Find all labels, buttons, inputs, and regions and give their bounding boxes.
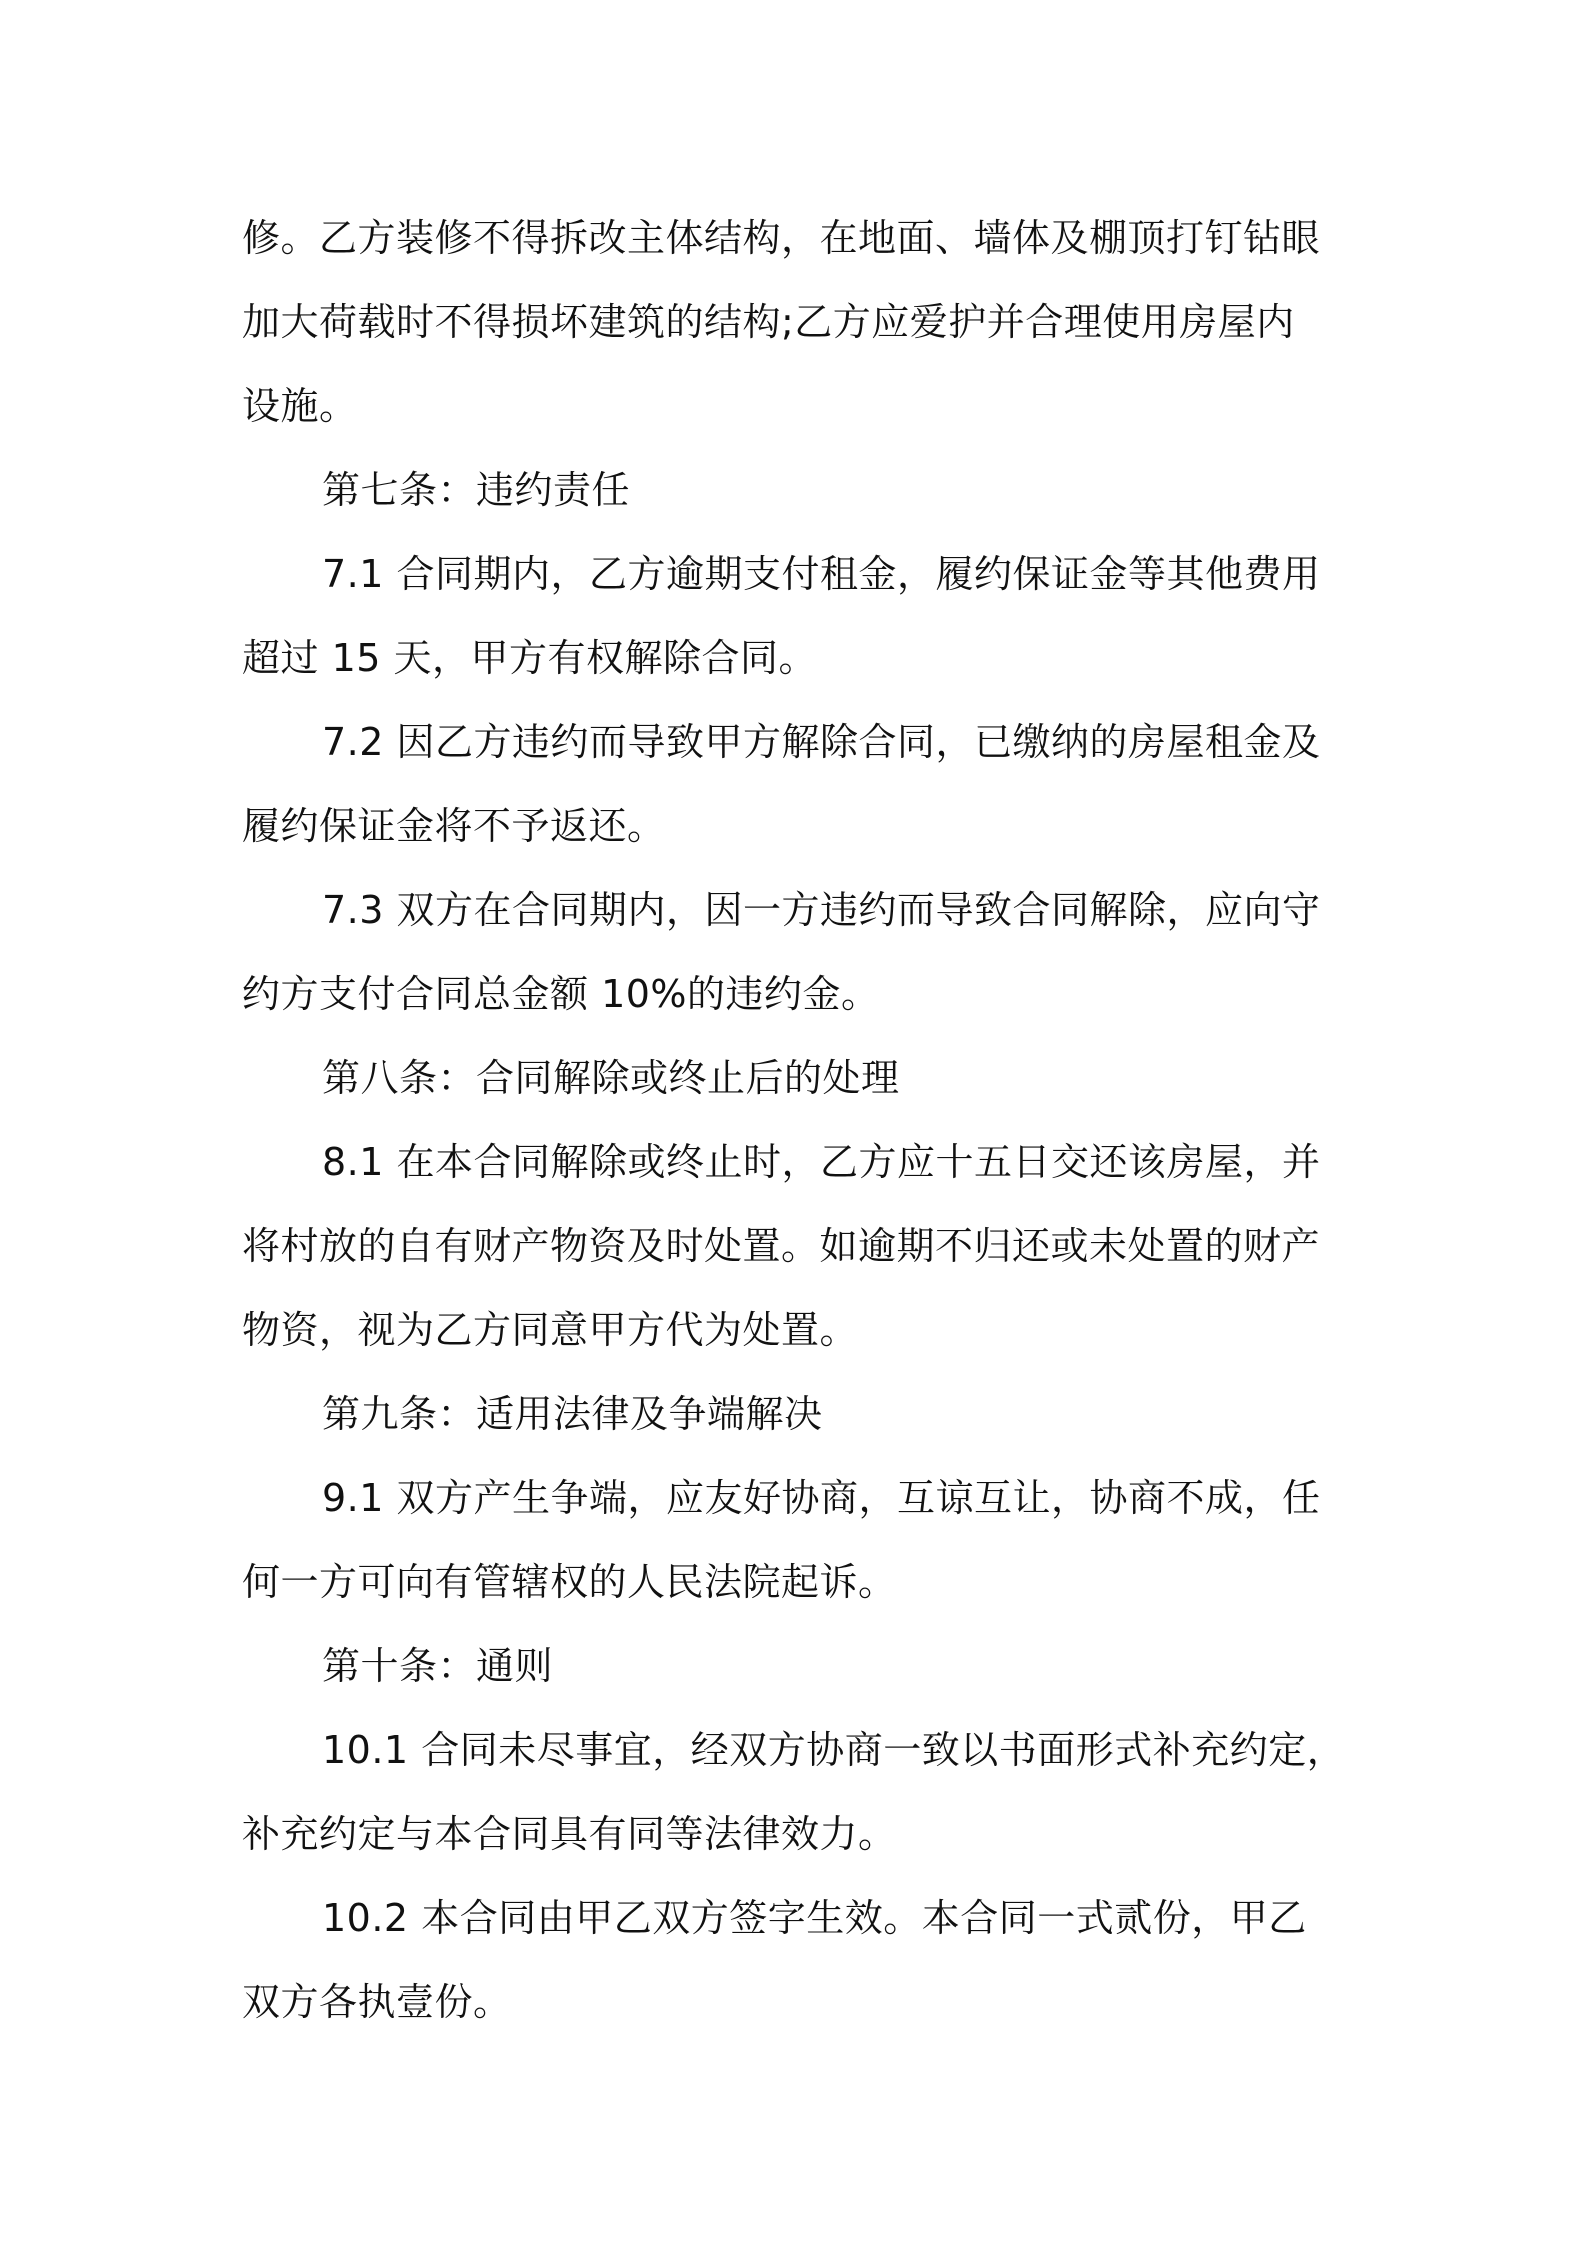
section-heading-9: 第九条：适用法律及争端解决 xyxy=(322,1392,823,1436)
text-line: 约方支付合同总金额 10%的违约金。 xyxy=(242,972,880,1016)
clause-9-1: 9.1 双方产生争端，应友好协商，互谅互让，协商不成，任 xyxy=(322,1476,1321,1520)
text-line: 双方各执壹份。 xyxy=(242,1980,512,2024)
text-line: 何一方可向有管辖权的人民法院起诉。 xyxy=(242,1560,897,1604)
text-line: 履约保证金将不予返还。 xyxy=(242,804,666,848)
contract-body xyxy=(242,196,1362,2044)
clause-10-2: 10.2 本合同由甲乙双方签字生效。本合同一式贰份，甲乙 xyxy=(322,1896,1307,1940)
text-line: 将村放的自有财产物资及时处置。如逾期不归还或未处置的财产 xyxy=(242,1224,1321,1268)
text-line: 修。乙方装修不得拆改主体结构，在地面、墙体及棚顶打钉钻眼 xyxy=(242,216,1321,260)
section-heading-8: 第八条：合同解除或终止后的处理 xyxy=(322,1056,900,1100)
clause-8-1: 8.1 在本合同解除或终止时，乙方应十五日交还该房屋，并 xyxy=(322,1140,1321,1184)
text-line: 加大荷载时不得损坏建筑的结构;乙方应爱护并合理使用房屋内 xyxy=(242,300,1295,344)
text-line: 设施。 xyxy=(242,384,358,428)
section-heading-10: 第十条：通则 xyxy=(322,1644,554,1688)
clause-7-1: 7.1 合同期内，乙方逾期支付租金，履约保证金等其他费用 xyxy=(322,552,1321,596)
clause-10-1: 10.1 合同未尽事宜，经双方协商一致以书面形式补充约定， xyxy=(322,1728,1346,1772)
text-line: 超过 15 天，甲方有权解除合同。 xyxy=(242,636,818,680)
clause-7-2: 7.2 因乙方违约而导致甲方解除合同，已缴纳的房屋租金及 xyxy=(322,720,1321,764)
section-heading-7: 第七条：违约责任 xyxy=(322,468,631,512)
clause-7-3: 7.3 双方在合同期内，因一方违约而导致合同解除，应向守 xyxy=(322,888,1321,932)
text-line: 补充约定与本合同具有同等法律效力。 xyxy=(242,1812,897,1856)
text-line: 物资，视为乙方同意甲方代为处置。 xyxy=(242,1308,859,1352)
